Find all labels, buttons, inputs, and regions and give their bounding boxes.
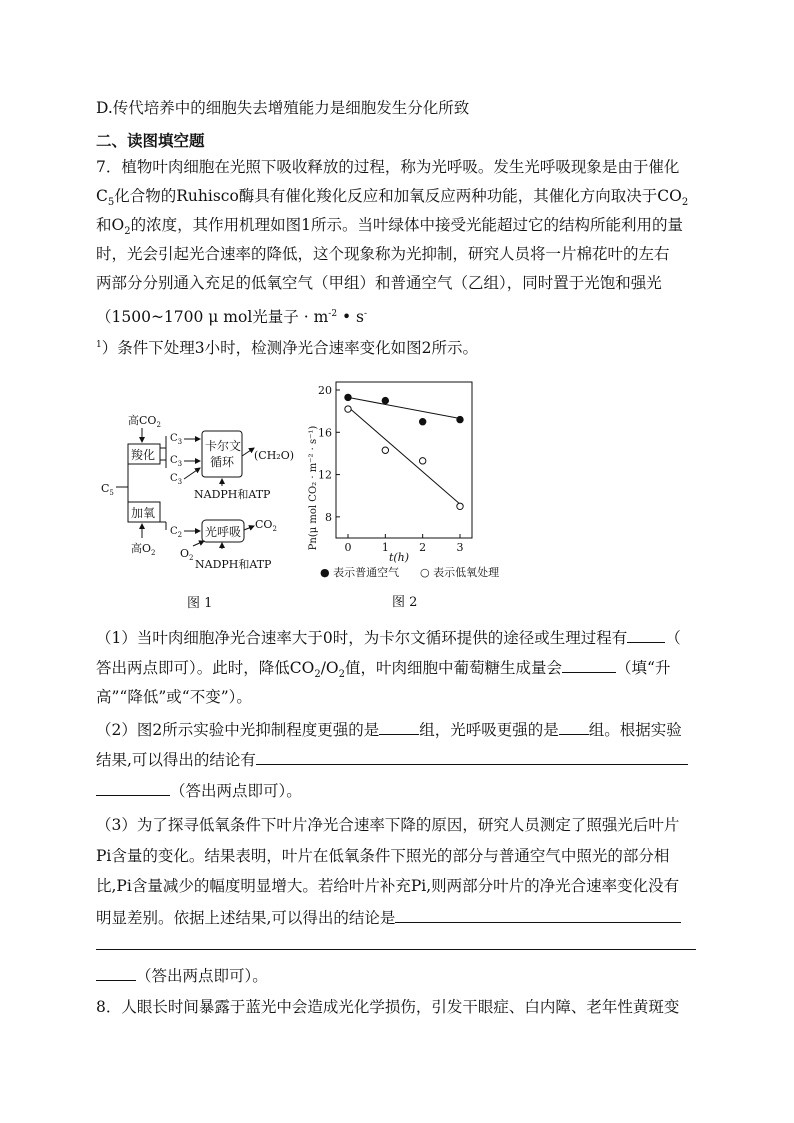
low-oxygen-point xyxy=(345,406,351,412)
answer-blank[interactable] xyxy=(395,906,681,923)
normal-air-point xyxy=(457,416,463,422)
c3-label-2: $C_3$ xyxy=(170,455,183,468)
sub1-line-3: 高”“降低”或“不变”）。 xyxy=(96,688,252,706)
ch2o-label: (CH₂O) xyxy=(254,449,295,462)
q7-line-3: 和$O_2$的浓度，其作用机理如图1所示。当叶绿体中接受光能超过它的结构所能利用的量 xyxy=(96,216,683,238)
x-tick-label: 1 xyxy=(381,541,389,554)
option-d: D.传代培养中的细胞失去增殖能力是细胞发生分化所致 xyxy=(96,99,470,117)
sub3-line-5 xyxy=(96,933,696,956)
nadph-atp-label-1: NADPH和ATP xyxy=(194,488,271,501)
y-tick-label: 8 xyxy=(325,510,332,524)
x-tick-label: 2 xyxy=(419,541,427,554)
y-tick-label: 16 xyxy=(318,426,332,440)
answer-blank[interactable] xyxy=(256,748,688,765)
section-title: 二、读图填空题 xyxy=(96,132,205,150)
legend-filled: ● 表示普通空气 xyxy=(320,566,400,579)
y-tick-label: 20 xyxy=(318,384,332,397)
x-tick-label: 0 xyxy=(344,541,352,554)
sub2-line-2: 结果,可以得出的结论有 xyxy=(96,748,688,771)
figure-2-caption: 图 2 xyxy=(392,595,418,610)
sub3-line-3: 比,Pi含量减少的幅度明显增大。若给叶片补充Pi,则两部分叶片的净光合速率变化没有 xyxy=(96,877,680,895)
chart-y-axis-label: Pn(μ mol CO₂ · m⁻² · s⁻¹) xyxy=(308,425,319,551)
figure-2-chart xyxy=(296,378,526,586)
q7-line-5: 两部分分别通入充足的低氧空气（甲组）和普通空气（乙组），同时置于光饱和强光 xyxy=(96,274,662,292)
sub3-line-2: Pi含量的变化。结果表明，叶片在低氧条件下照光的部分与普通空气中照光的部分相 xyxy=(96,847,670,865)
q7-line-4: 时，光会引起光合速率的降低，这个现象称为光抑制，研究人员将一片棉花叶的左右 xyxy=(96,245,670,263)
normal-air-point xyxy=(345,394,351,400)
c2-label: $C_2$ xyxy=(170,526,183,539)
x-tick-label: 3 xyxy=(456,541,464,554)
legend-open: ○ 表示低氧处理 xyxy=(420,566,500,579)
sub3-line-4: 明显差别。依据上述结果,可以得出的结论是 xyxy=(96,906,681,929)
figure-1-diagram xyxy=(98,398,300,574)
co2-output-label: $CO_2$ xyxy=(255,518,277,533)
o2-input-label: $O_2$ xyxy=(180,547,194,562)
answer-blank[interactable] xyxy=(559,718,589,735)
normal-air-point xyxy=(382,397,388,403)
answer-blank[interactable] xyxy=(96,933,696,950)
high-co2-label: 高$CO_2$ xyxy=(128,414,161,429)
q7-line-7: $^1$）条件下处理3小时，检测净光合速率变化如图2所示。 xyxy=(96,339,478,358)
sub3-line-1: （3）为了探寻低氧条件下叶片净光合速率下降的原因，研究人员测定了照强光后叶片 xyxy=(96,816,680,834)
answer-blank[interactable] xyxy=(96,964,136,981)
c3-label-1: $C_3$ xyxy=(170,433,183,446)
sub1-line-1: （1）当叶肉细胞净光合速率大于0时，为卡尔文循环提供的途径或生理过程有 （ xyxy=(96,626,681,649)
photorespiration-label: 光呼吸 xyxy=(205,525,242,539)
answer-blank[interactable] xyxy=(379,718,419,735)
low-oxygen-point xyxy=(419,458,425,464)
calvin-cycle-label-1: 卡尔文 xyxy=(205,439,242,453)
low-oxygen-point xyxy=(382,447,388,453)
plot-frame xyxy=(336,382,472,538)
q7-line-1: 7．植物叶肉细胞在光照下吸收释放的过程，称为光呼吸。发生光呼吸现象是由于催化 xyxy=(96,158,680,176)
answer-blank[interactable] xyxy=(562,656,616,673)
sub2-line-3: （答出两点即可）。 xyxy=(96,779,302,802)
low-oxygen-point xyxy=(457,503,463,509)
c3-label-3: $C_3$ xyxy=(170,473,183,486)
q8-line-1: 8．人眼长时间暴露于蓝光中会造成光化学损伤，引发干眼症、白内障、老年性黄斑变 xyxy=(96,998,680,1016)
sub1-line-2: 答出两点即可）。此时，降低$CO_2/O_2$值，叶肉细胞中葡萄糖生成量会 （填“升 xyxy=(96,656,670,686)
sub2-line-1: （2）图2所示实验中光抑制程度更强的是 组，光呼吸更强的是 组。根据实验 xyxy=(96,718,682,741)
chart-x-axis-label: t(h) xyxy=(388,551,410,564)
sub3-line-6: （答出两点即可）。 xyxy=(96,964,268,987)
answer-blank[interactable] xyxy=(627,626,665,643)
answer-blank[interactable] xyxy=(96,779,170,796)
y-tick-label: 12 xyxy=(318,468,332,482)
figure-1-caption: 图 1 xyxy=(187,596,213,611)
carboxylation-label: 羧化 xyxy=(131,448,156,462)
nadph-atp-label-2: NADPH和ATP xyxy=(195,558,272,571)
low-oxygen-trend-line xyxy=(348,407,460,504)
oxygenation-label: 加氧 xyxy=(131,506,156,520)
q7-line-2: $C_5$化合物的Ruhisco酶具有催化羧化反应和加氧反应两种功能，其催化方向取决于$CO_2$ xyxy=(96,187,689,209)
calvin-cycle-box xyxy=(202,431,242,477)
high-o2-label: 高$O_2$ xyxy=(131,542,156,557)
calvin-cycle-label-2: 循环 xyxy=(210,455,235,469)
c5-label: $C_5$ xyxy=(101,482,114,497)
normal-air-point xyxy=(419,419,425,425)
q7-line-6: （1500~1700 μ mol光量子 · $m^{-2}$ • s- xyxy=(96,308,368,327)
normal-air-trend-line xyxy=(348,397,460,418)
